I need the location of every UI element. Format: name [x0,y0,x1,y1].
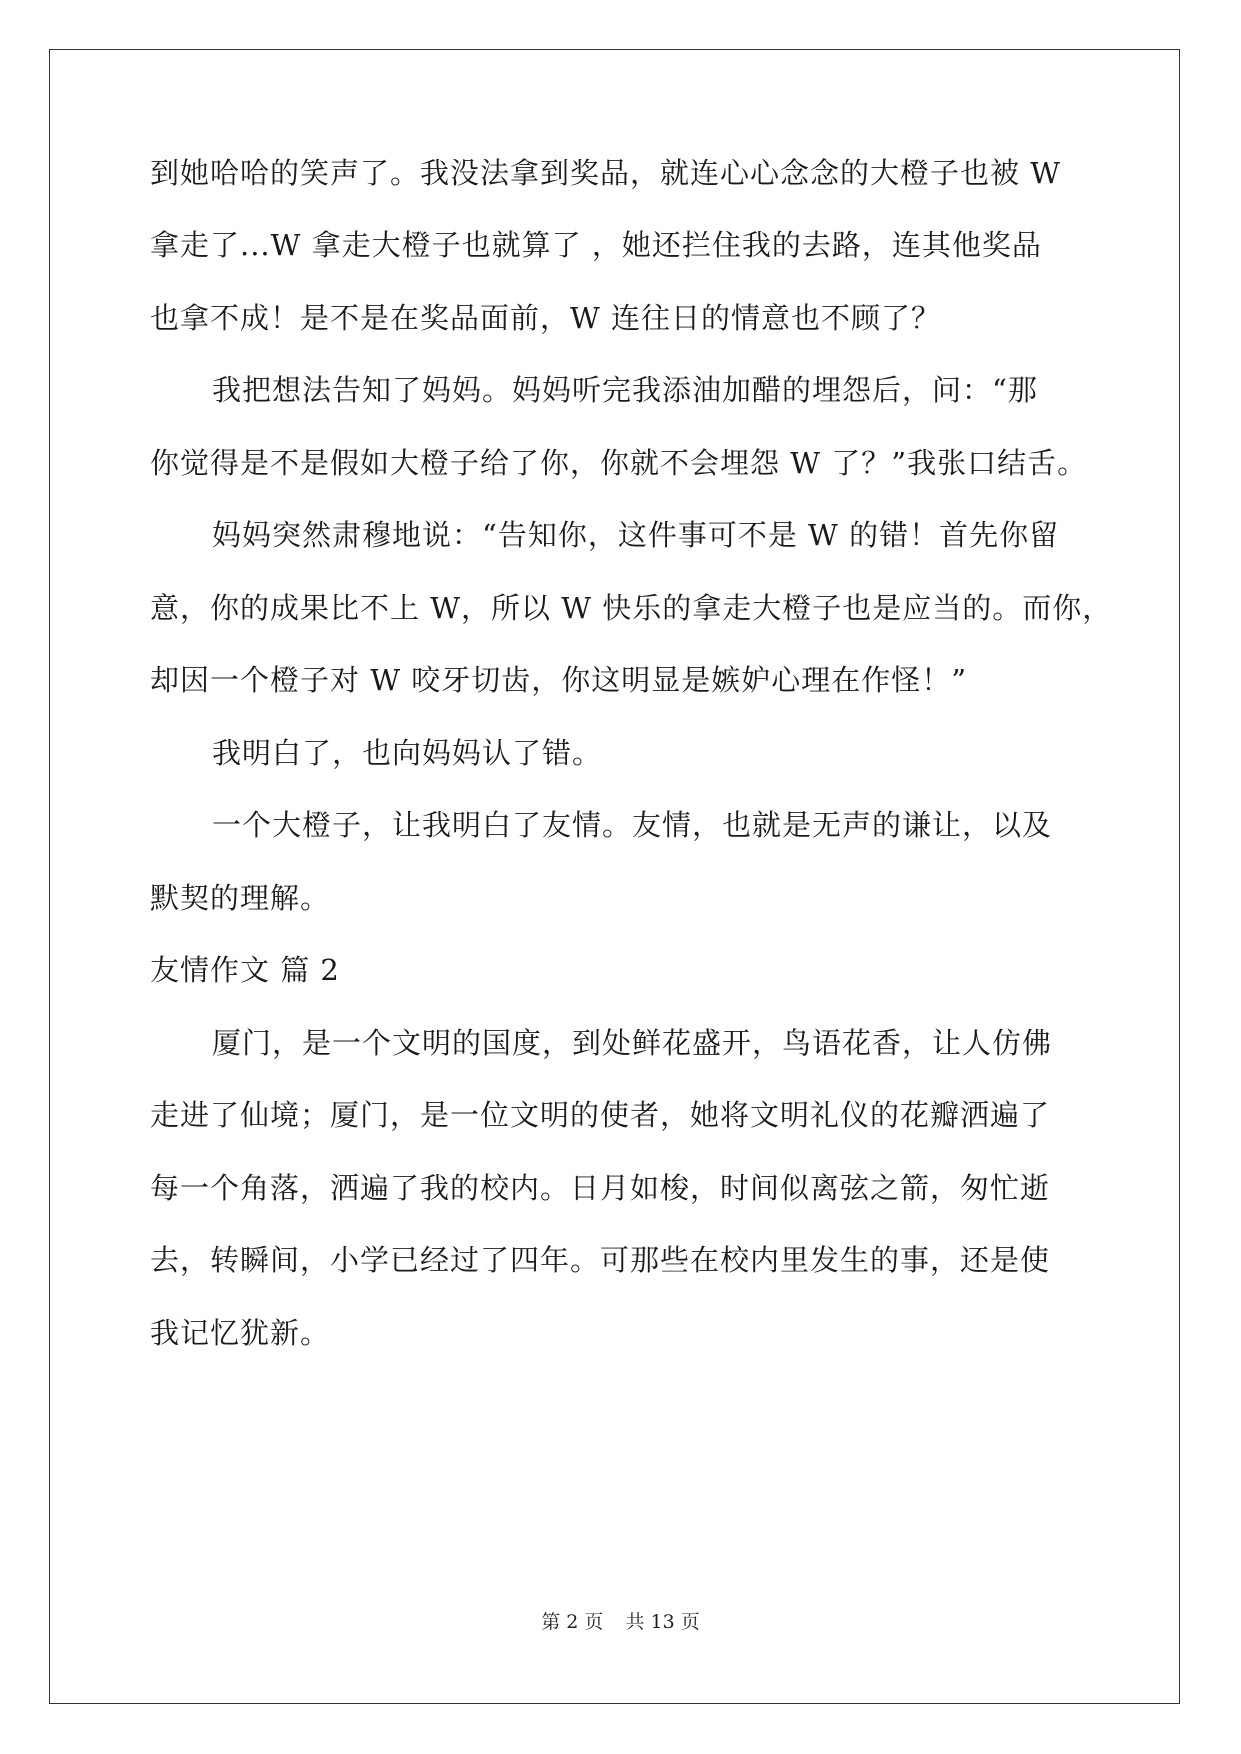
paragraph-line: 一个大橙子，让我明白了友情。友情，也就是无声的谦让，以及 [212,808,1053,842]
paragraph-line: 厦门，是一个文明的国度，到处鲜花盛开，鸟语花香，让人仿佛 [212,1026,1053,1060]
section-heading: 友情作文 篇 2 [150,953,340,987]
paragraph-line: 意，你的成果比不上 W，所以 W 快乐的拿走大橙子也是应当的。而你， [150,591,1113,625]
paragraph-line: 拿走了...W 拿走大橙子也就算了 ，她还拦住我的去路，连其他奖品 [150,228,1042,262]
paragraph-line: 妈妈突然肃穆地说：“告知你，这件事可不是 W 的错！首先你留 [212,518,1060,552]
paragraph-line: 你觉得是不是假如大橙子给了你，你就不会埋怨 W 了？”我张口结舌。 [150,446,1088,480]
paragraph-line: 我记忆犹新。 [150,1316,331,1350]
paragraph-line: 默契的理解。 [150,881,331,915]
paragraph-line: 到她哈哈的笑声了。我没法拿到奖品，就连心心念念的大橙子也被 W [150,156,1062,190]
paragraph-line: 我明白了，也向妈妈认了错。 [212,736,603,770]
paragraph-line: 我把想法告知了妈妈。妈妈听完我添油加醋的埋怨后，问：“那 [212,373,1038,407]
page-border [49,49,1180,1704]
page-number: 第 2 页 [541,1611,604,1633]
page-footer [0,1610,1241,1634]
paragraph-line: 也拿不成！是不是在奖品面前，W 连往日的情意也不顾了？ [150,301,942,335]
paragraph-line: 却因一个橙子对 W 咬牙切齿，你这明显是嫉妒心理在作怪！” [150,663,968,697]
page-total: 共 13 页 [625,1611,700,1633]
paragraph-line: 每一个角落，洒遍了我的校内。日月如梭，时间似离弦之箭，匆忙逝 [150,1171,1051,1205]
paragraph-line: 走进了仙境；厦门，是一位文明的使者，她将文明礼仪的花瓣洒遍了 [150,1098,1051,1132]
paragraph-line: 去，转瞬间，小学已经过了四年。可那些在校内里发生的事，还是使 [150,1243,1051,1277]
